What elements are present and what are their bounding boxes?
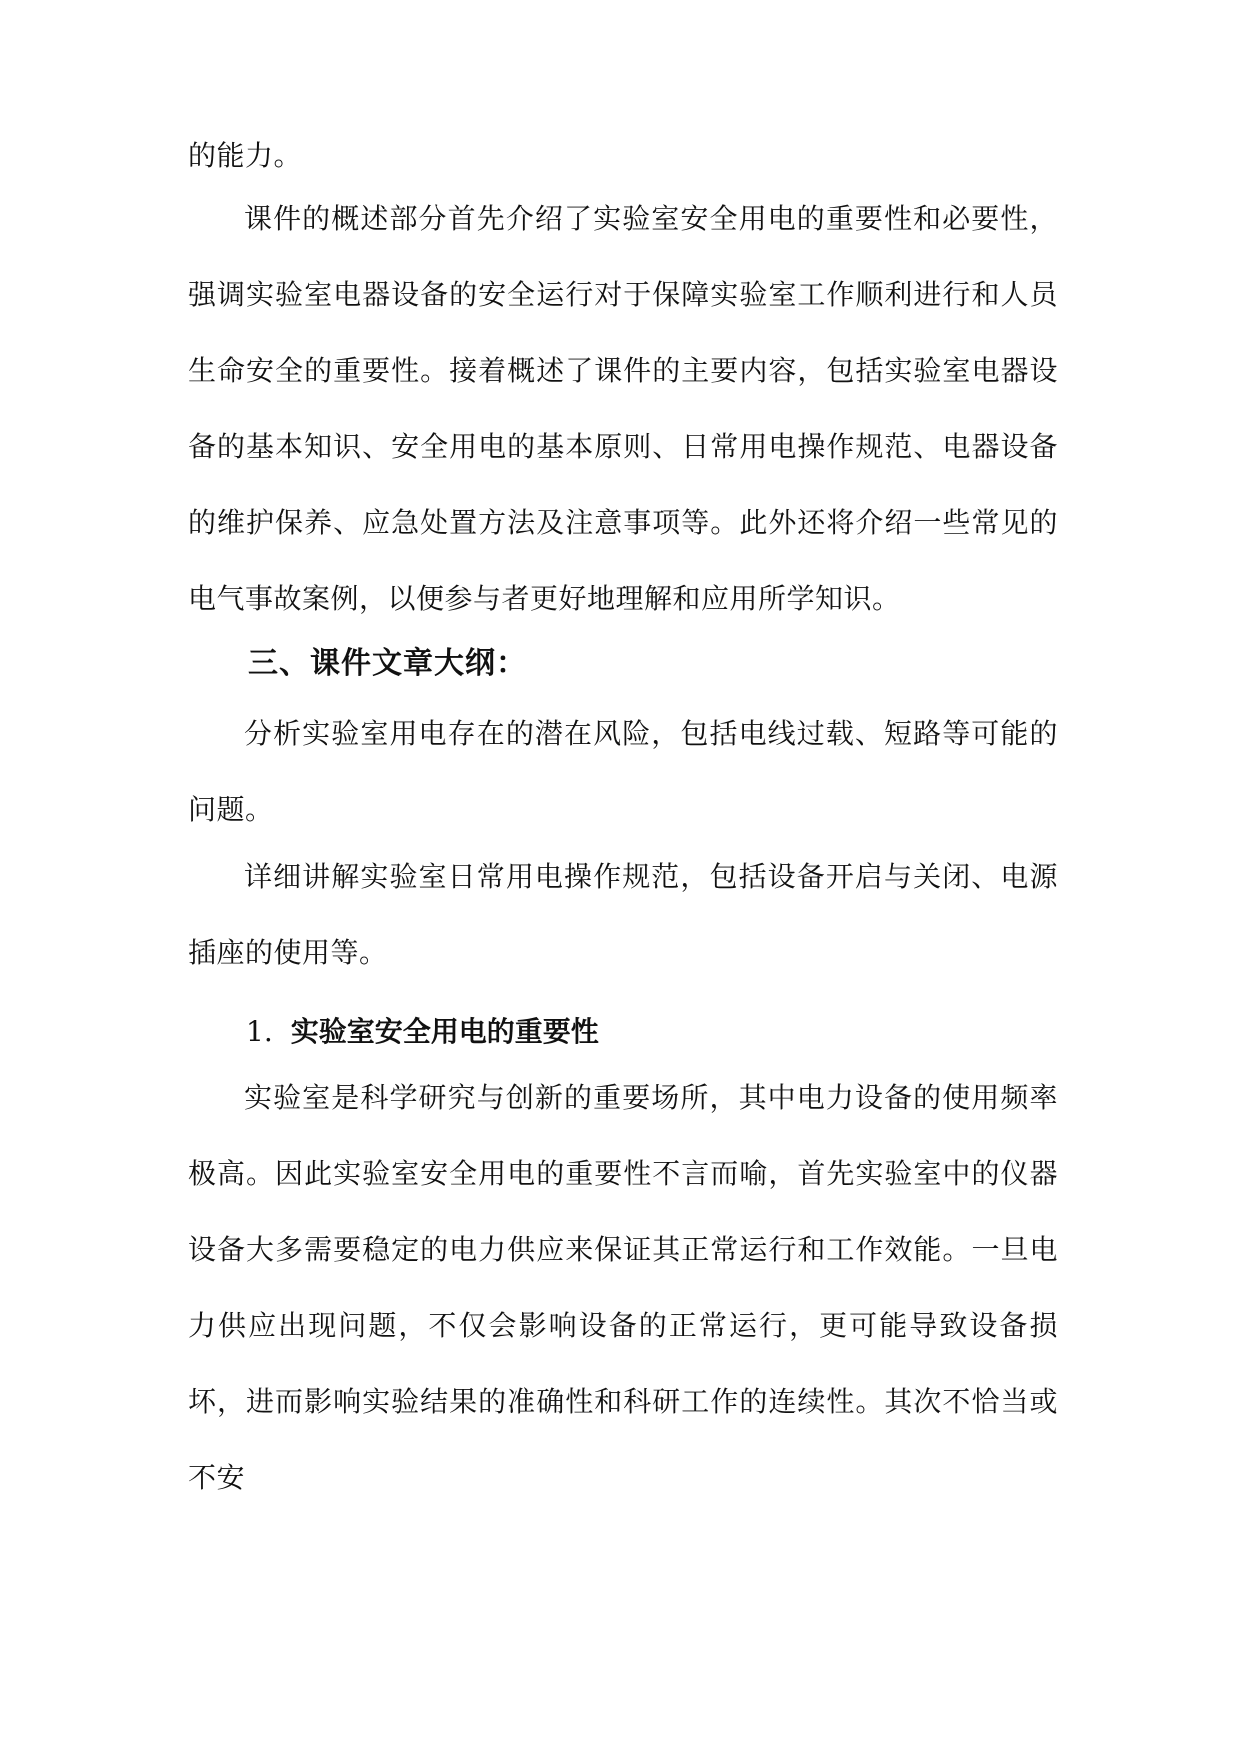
subsection-title: 实验室安全用电的重要性 — [290, 1015, 599, 1048]
paragraph-operation-rules: 详细讲解实验室日常用电操作规范，包括设备开启与关闭、电源插座的使用等。 — [188, 860, 1058, 969]
section-heading: 三、课件文章大纲： — [248, 646, 527, 681]
subsection-number: 1. — [246, 1015, 273, 1048]
paragraph-importance: 实验室是科学研究与创新的重要场所，其中电力设备的使用频率极高。因此实验室安全用电的重要性不言而喻，首先实验室中的仪器设备大多需要稳定的电力供应来保证其正常运行和工作效能。一旦电力供应出现问题，不仅会影响设备的正常运行，更可能导致设备损坏，进而影响实验结果的准确性和科研工作的连续性。其次不恰当或不安 — [188, 1081, 1058, 1494]
subsection-heading — [246, 1012, 599, 1052]
paragraph-risk-analysis: 分析实验室用电存在的潜在风险，包括电线过载、短路等可能的问题。 — [188, 717, 1058, 826]
paragraph-overview: 课件的概述部分首先介绍了实验室安全用电的重要性和必要性，强调实验室电器设备的安全运行对于保障实验室工作顺利进行和人员生命安全的重要性。接着概述了课件的主要内容，包括实验室电器设备的基本知识、安全用电的基本原则、日常用电操作规范、电器设备的维护保养、应急处置方法及注意事项等。此外还将介绍一些常见的电气事故案例，以便参与者更好地理解和应用所学知识。 — [188, 202, 1058, 615]
paragraph-continuation: 的能力。 — [188, 139, 303, 172]
